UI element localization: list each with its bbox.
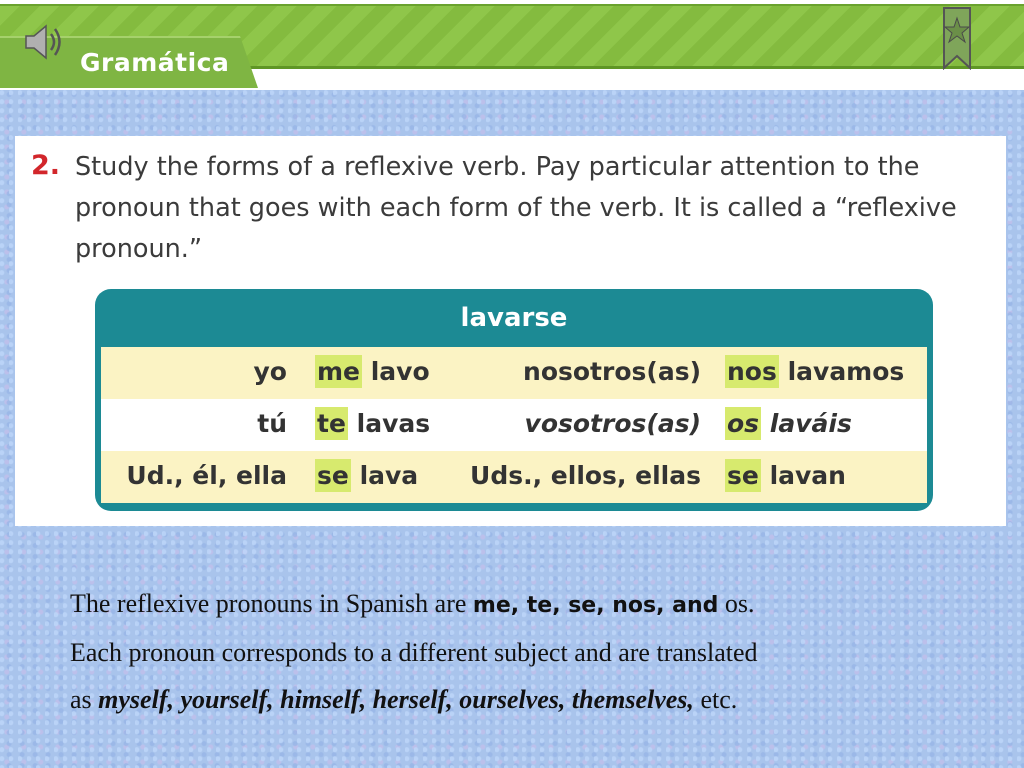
subject-pronoun: vosotros(as) [524, 409, 701, 438]
bookmark-icon[interactable] [942, 6, 972, 70]
verb-form [725, 399, 852, 449]
reflexive-pronoun: te [317, 409, 346, 438]
verb: lavo [370, 357, 430, 386]
reflexive-pronoun: se [727, 461, 759, 490]
subject-pronoun: nosotros(as) [523, 357, 701, 386]
reflexive-pronoun: me [317, 357, 361, 386]
header-bar [0, 0, 1024, 90]
verb-form [725, 347, 904, 397]
verb: lavan [769, 461, 846, 490]
conjugation-table [95, 289, 933, 511]
speaker-icon[interactable] [22, 20, 66, 64]
verb: lavas [356, 409, 431, 438]
note-line [70, 676, 1000, 723]
subject-pronoun: Ud., él, ella [126, 461, 287, 490]
verb: laváis [769, 409, 852, 438]
reflexive-pronoun: os [727, 409, 760, 438]
note-text: os. [724, 589, 755, 618]
reflexive-pronoun: se [317, 461, 349, 490]
verb-form [315, 399, 430, 449]
table-row [101, 451, 927, 503]
table-row [101, 399, 927, 451]
verb-form [725, 451, 846, 501]
note-text: etc. [700, 685, 738, 714]
explanation-text [70, 580, 1000, 723]
note-line [70, 580, 1000, 629]
subject-pronoun: tú [257, 409, 287, 438]
table-row [101, 347, 927, 399]
verb-form [315, 451, 418, 501]
section-title: Gramática [80, 48, 230, 77]
verb-form [315, 347, 430, 397]
reflexive-pronoun: nos [727, 357, 777, 386]
exercise-panel [15, 136, 1006, 526]
verb: lavamos [787, 357, 905, 386]
translations: myself, yourself, himself, herself, ourselves, themselves, [98, 685, 694, 714]
question-text: Study the forms of a reflexive verb. Pay particular attention to the pronoun that goes with each form of the verb. It is called a “reflexive pronoun.” [75, 152, 957, 264]
note-line: Each pronoun corresponds to a different subject and are translated [70, 638, 758, 667]
subject-pronoun: yo [253, 357, 287, 386]
note-text: The reflexive pronouns in Spanish are [70, 589, 467, 618]
verb: lava [359, 461, 419, 490]
table-title: lavarse [460, 303, 568, 333]
question-number: 2. [31, 150, 61, 181]
subject-pronoun: Uds., ellos, ellas [470, 461, 701, 490]
pronoun-list: me, te, se, nos, and [472, 593, 719, 618]
note-text: as [70, 685, 92, 714]
